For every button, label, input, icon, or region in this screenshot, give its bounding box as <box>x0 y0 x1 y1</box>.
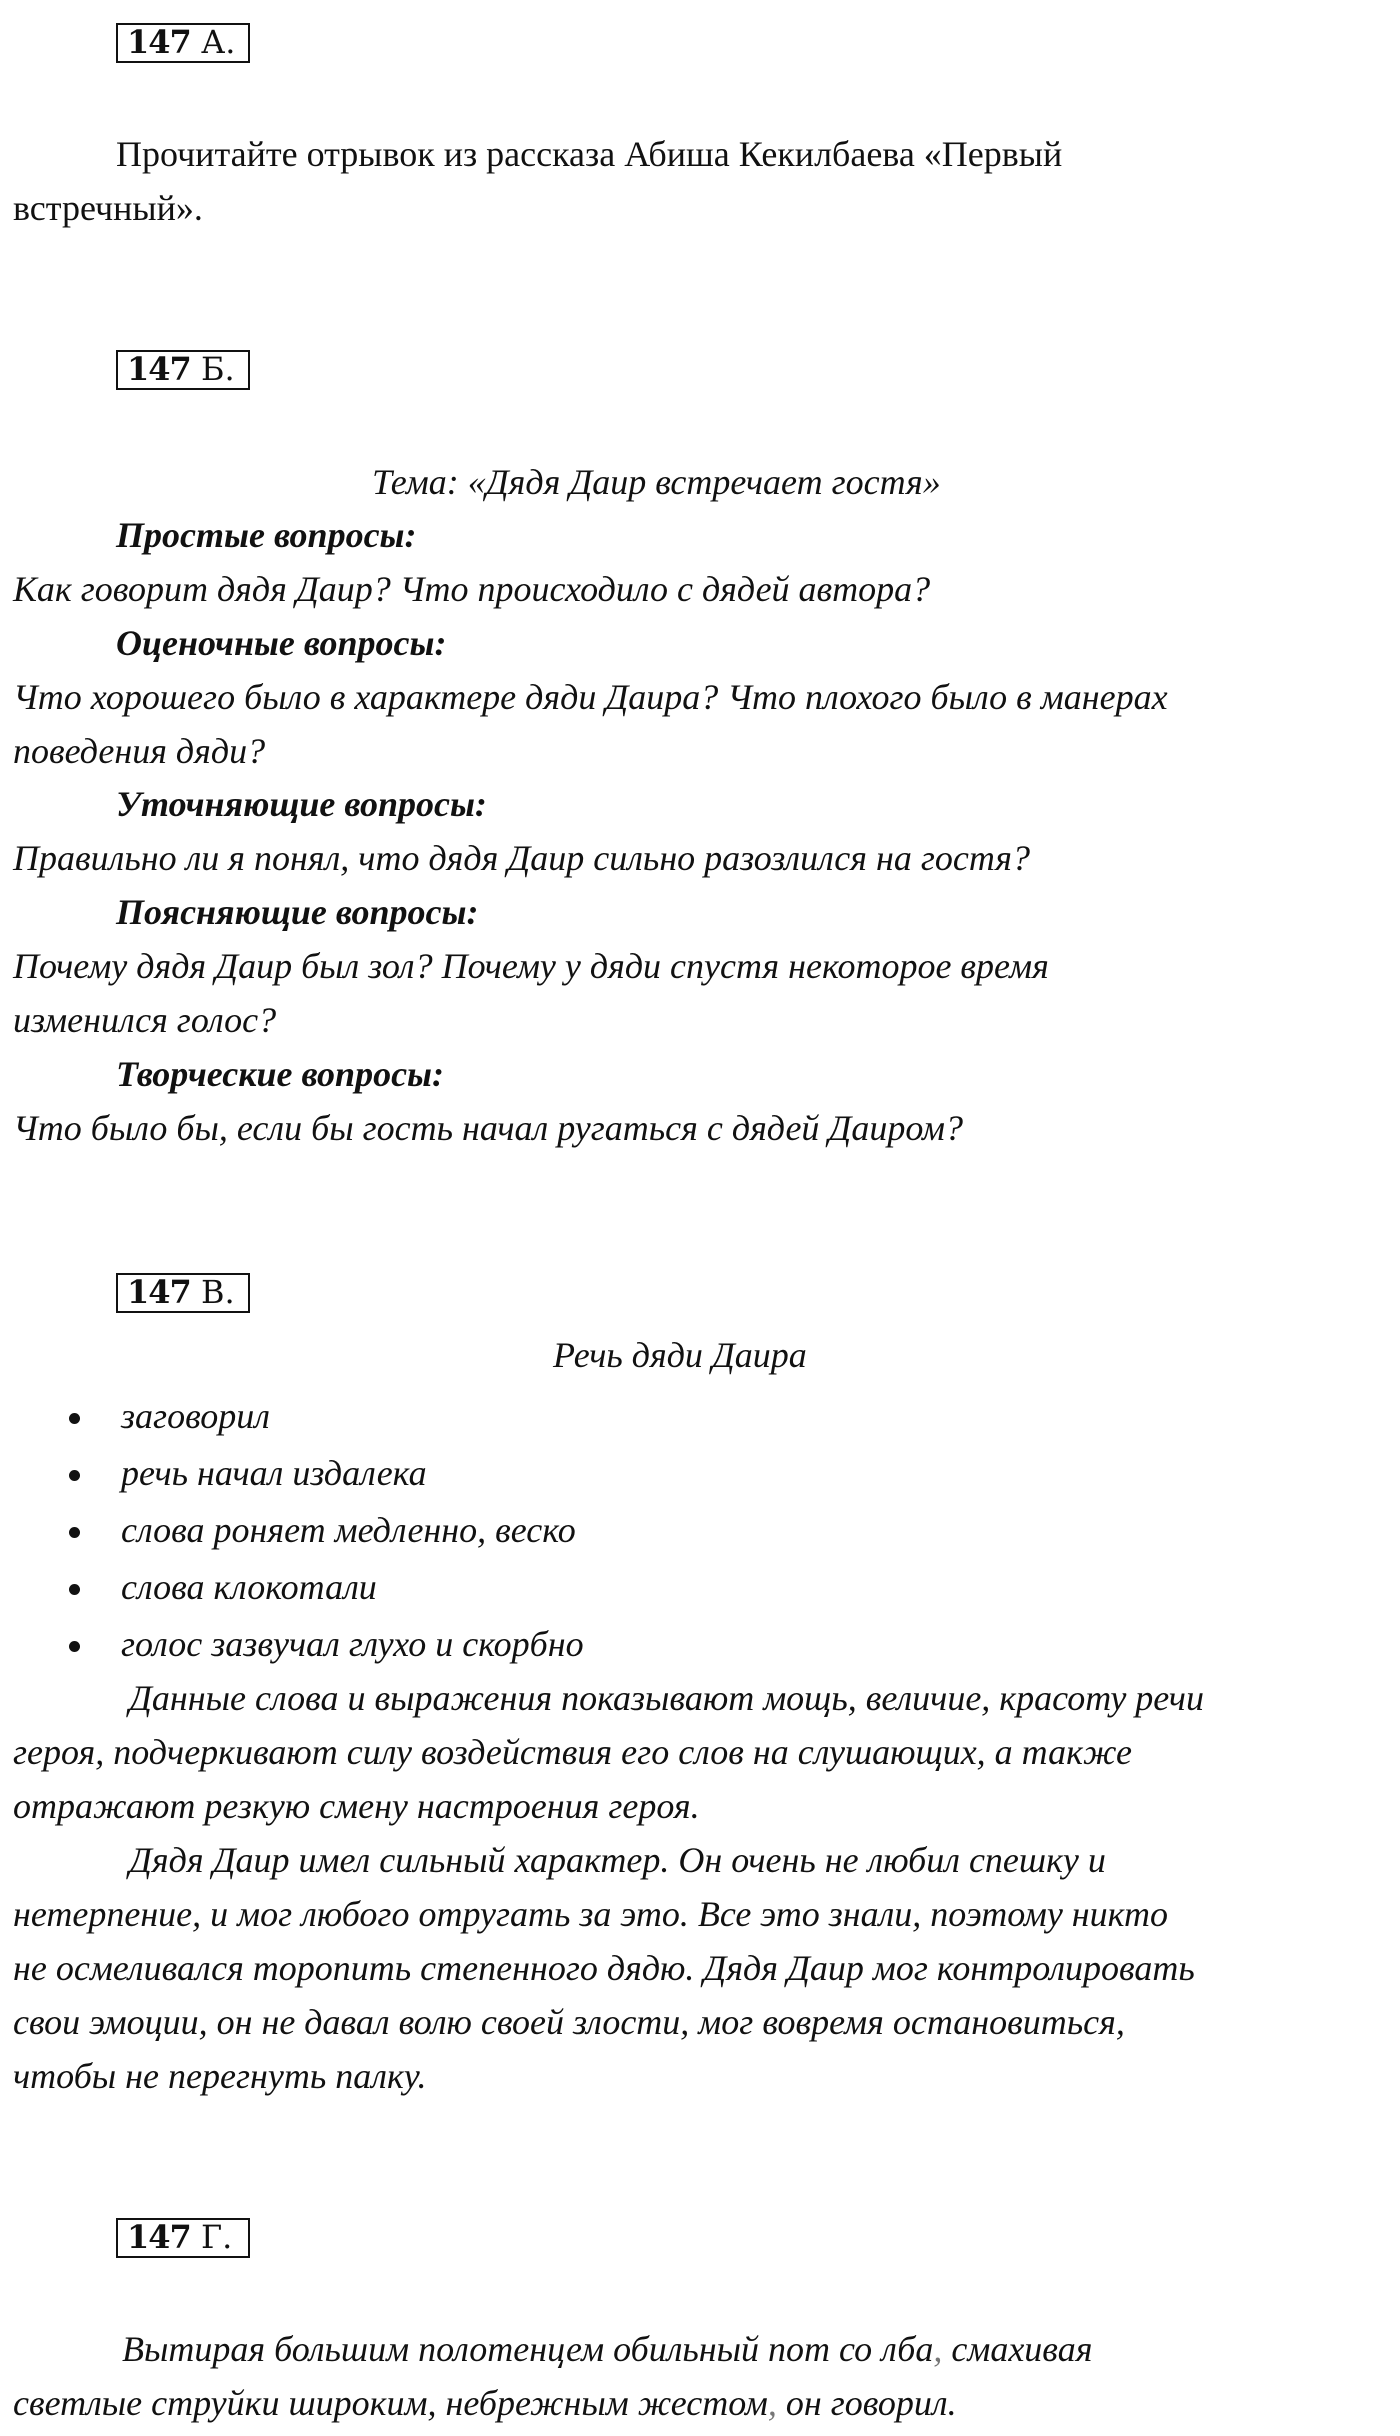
task-text-line-1: Прочитайте отрывок из рассказа Абиша Кекилбаева «Первый <box>116 134 1063 174</box>
bullet-icon <box>69 1584 80 1595</box>
paragraph-line: Данные слова и выражения показывают мощь, величие, красоту речи <box>129 1678 1204 1718</box>
question-line: Правильно ли я понял, что дядя Даир сильно разозлился на гостя? <box>13 838 1031 878</box>
highlighted-comma: , <box>933 2329 943 2369</box>
list-item: голос зазвучал глухо и скорбно <box>121 1624 584 1664</box>
list-item: слова клокотали <box>121 1567 377 1607</box>
question-line: изменился голос? <box>13 1000 277 1040</box>
exercise-number: 147 <box>127 1273 191 1311</box>
list-item: речь начал издалека <box>121 1453 427 1493</box>
question-heading-evaluative: Оценочные вопросы: <box>116 623 447 663</box>
paragraph-line: свои эмоции, он не давал волю своей злости, мог вовремя остановиться, <box>13 2002 1125 2042</box>
exercise-letter: Г. <box>200 2218 233 2256</box>
exercise-number: 147 <box>127 2218 191 2256</box>
question-line: Как говорит дядя Даир? Что происходило с дядей автора? <box>13 569 931 609</box>
exercise-number: 147 <box>127 23 191 61</box>
question-line: Что хорошего было в характере дяди Даира? Что плохого было в манерах <box>13 677 1168 717</box>
question-heading-creative: Творческие вопросы: <box>116 1054 445 1094</box>
bullet-icon <box>69 1470 80 1481</box>
sentence-part: светлые струйки широким, небрежным жестом <box>13 2383 768 2423</box>
paragraph-line: нетерпение, и мог любого отругать за это. Все это знали, поэтому никто <box>13 1894 1169 1934</box>
exercise-label-147g <box>116 2218 250 2258</box>
bullet-icon <box>69 1413 80 1424</box>
paragraph-line: героя, подчеркивают силу воздействия его слов на слушающих, а также <box>13 1732 1132 1772</box>
topic-title: Тема: «Дядя Даир встречает гостя» <box>372 462 941 502</box>
paragraph-line: Дядя Даир имел сильный характер. Он очень не любил спешку и <box>129 1840 1106 1880</box>
question-line: Что было бы, если бы гость начал ругаться с дядей Даиром? <box>13 1108 963 1148</box>
highlighted-comma: , <box>767 2383 777 2423</box>
exercise-number: 147 <box>127 350 191 388</box>
question-heading-explanatory: Поясняющие вопросы: <box>116 892 479 932</box>
sentence-part: смахивая <box>942 2329 1093 2369</box>
question-heading-clarifying: Уточняющие вопросы: <box>116 784 487 824</box>
section-title: Речь дяди Даира <box>553 1335 807 1375</box>
exercise-label-147b <box>116 350 250 390</box>
exercise-letter: Б. <box>200 350 235 388</box>
exercise-letter: В. <box>200 1273 235 1311</box>
question-heading-simple: Простые вопросы: <box>116 515 417 555</box>
paragraph-line: отражают резкую смену настроения героя. <box>13 1786 700 1826</box>
sentence-part: он говорил. <box>776 2383 957 2423</box>
paragraph-line: чтобы не перегнуть палку. <box>13 2056 427 2096</box>
exercise-label-147v <box>116 1273 250 1313</box>
sentence-line-1 <box>122 2322 1092 2376</box>
exercise-letter: А. <box>200 23 236 61</box>
bullet-icon <box>69 1641 80 1652</box>
question-line: Почему дядя Даир был зол? Почему у дяди спустя некоторое время <box>13 946 1049 986</box>
task-text-line-2: встречный». <box>13 188 203 228</box>
exercise-label-147a <box>116 23 250 63</box>
paragraph-line: не осмеливался торопить степенного дядю. Дядя Даир мог контролировать <box>13 1948 1195 1988</box>
list-item: заговорил <box>121 1396 270 1436</box>
bullet-icon <box>69 1527 80 1538</box>
sentence-line-2 <box>13 2376 957 2430</box>
sentence-part: Вытирая большим полотенцем обильный пот со лба <box>122 2329 934 2369</box>
question-line: поведения дяди? <box>13 731 266 771</box>
list-item: слова роняет медленно, веско <box>121 1510 576 1550</box>
